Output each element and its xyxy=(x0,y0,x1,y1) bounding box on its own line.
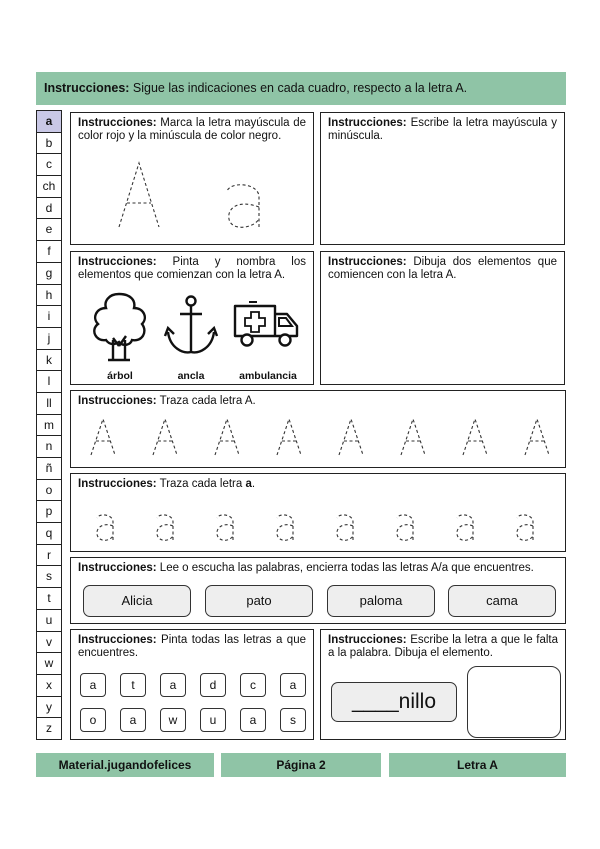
box4-text: Dibuja dos elementos que comiencen con la letra A. xyxy=(328,256,557,281)
alphabet-letter: c xyxy=(37,154,61,176)
box-missing-letter xyxy=(320,629,566,740)
box9-instructions xyxy=(321,630,565,664)
letter-square[interactable]: a xyxy=(240,708,266,732)
box8-text: Pinta todas las letras a que encuentres. xyxy=(78,634,306,659)
footer-brand: Material.jugandofelices xyxy=(36,753,214,777)
alphabet-letter: q xyxy=(37,523,61,545)
letter-square[interactable]: a xyxy=(280,673,306,697)
header-instructions xyxy=(36,72,566,105)
trace-letter-A xyxy=(463,419,487,455)
header-label: Instrucciones: xyxy=(44,81,130,95)
box-find-letters-words xyxy=(70,557,566,624)
alphabet-letter: ñ xyxy=(37,458,61,480)
alphabet-letter: f xyxy=(37,241,61,263)
label-ancla: ancla xyxy=(177,370,205,382)
instr-label: Instrucciones: xyxy=(78,562,157,574)
box2-instructions xyxy=(321,113,564,147)
box6-instructions xyxy=(71,474,565,495)
alphabet-letter: b xyxy=(37,133,61,155)
box5-instructions xyxy=(71,391,565,412)
box2-text: Escribe la letra mayúscula y minúscula. xyxy=(328,117,557,142)
alphabet-letter: u xyxy=(37,610,61,632)
letter-square[interactable]: a xyxy=(120,708,146,732)
box9-text: Escribe la letra a que le falta a la palabra. Dibuja el elemento. xyxy=(328,634,558,659)
box1-text: Marca la letra mayúscula de color rojo y la minúscula de color negro. xyxy=(78,117,306,142)
box-paint-letters xyxy=(70,629,314,740)
letter-square[interactable]: c xyxy=(240,673,266,697)
instr-label: Instrucciones: xyxy=(328,256,407,268)
trace-letter-a xyxy=(277,515,293,540)
letter-square[interactable]: t xyxy=(120,673,146,697)
anchor-icon xyxy=(163,294,219,358)
alphabet-letter: i xyxy=(37,306,61,328)
box-trace-uppercase xyxy=(70,390,566,468)
instr-label: Instrucciones: xyxy=(78,395,157,407)
box7-instructions xyxy=(71,558,565,579)
alphabet-letter: ll xyxy=(37,393,61,415)
instr-label: Instrucciones: xyxy=(78,478,157,490)
box-draw-elements xyxy=(320,251,565,385)
box5-text: Traza cada letra A. xyxy=(156,395,256,407)
instr-label: Instrucciones: xyxy=(78,117,157,129)
trace-letter-a xyxy=(97,515,113,540)
alphabet-letter: w xyxy=(37,653,61,675)
header-text: Sigue las indicaciones en cada cuadro, respecto a la letra A. xyxy=(129,81,468,95)
alphabet-letter: k xyxy=(37,350,61,372)
alphabet-column xyxy=(36,110,62,740)
instr-label: Instrucciones: xyxy=(328,634,407,646)
label-ambulancia: ambulancia xyxy=(239,370,297,382)
alphabet-letter: n xyxy=(37,436,61,458)
word-pill-paloma: paloma xyxy=(327,585,435,617)
trace-letter-a xyxy=(397,515,413,540)
box4-instructions xyxy=(321,252,564,286)
trace-letter-A xyxy=(91,419,115,455)
trace-uppercase-row xyxy=(71,415,567,461)
letter-square[interactable]: u xyxy=(200,708,226,732)
box8-instructions xyxy=(71,630,313,664)
letter-row-2 xyxy=(80,708,306,732)
trace-letter-a xyxy=(337,515,353,540)
alphabet-letter: l xyxy=(37,371,61,393)
box3-instructions xyxy=(71,252,313,286)
instr-label: Instrucciones: xyxy=(328,117,407,129)
box-mark-letters xyxy=(70,112,314,245)
box1-instructions xyxy=(71,113,313,147)
alphabet-letter: g xyxy=(37,263,61,285)
word-pill-cama: cama xyxy=(448,585,556,617)
alphabet-letter: y xyxy=(37,697,61,719)
trace-letter-a xyxy=(517,515,533,540)
alphabet-letter: v xyxy=(37,632,61,654)
trace-letter-A xyxy=(339,419,363,455)
word-pill-pato: pato xyxy=(205,585,313,617)
box7-text: Lee o escucha las palabras, encierra todas las letras A/a que encuentres. xyxy=(156,562,534,574)
alphabet-letter: j xyxy=(37,328,61,350)
letter-square[interactable]: a xyxy=(80,673,106,697)
dotted-letters-aA xyxy=(111,159,281,231)
letter-square[interactable]: o xyxy=(80,708,106,732)
trace-letter-a xyxy=(217,515,233,540)
letter-square[interactable]: d xyxy=(200,673,226,697)
box-trace-lowercase xyxy=(70,473,566,552)
missing-letter-word: ____nillo xyxy=(331,682,457,722)
box3-text: Pinta y nombra los elementos que comienzan con la letra A. xyxy=(78,256,306,281)
instr-label: Instrucciones: xyxy=(78,256,157,268)
box6-bold-letter: a xyxy=(245,478,252,490)
drawing-area[interactable] xyxy=(467,666,561,738)
alphabet-letter: a xyxy=(37,111,61,133)
box6-end: . xyxy=(251,478,256,490)
footer-topic: Letra A xyxy=(389,753,566,777)
label-arbol: árbol xyxy=(107,370,133,382)
letter-square[interactable]: w xyxy=(160,708,186,732)
alphabet-letter: s xyxy=(37,566,61,588)
footer-page: Página 2 xyxy=(221,753,381,777)
letter-square[interactable]: a xyxy=(160,673,186,697)
trace-letter-A xyxy=(277,419,301,455)
trace-letter-A xyxy=(401,419,425,455)
alphabet-letter: h xyxy=(37,285,61,307)
instr-label: Instrucciones: xyxy=(78,634,157,646)
alphabet-letter: r xyxy=(37,545,61,567)
trace-letter-a xyxy=(457,515,473,540)
ambulance-icon xyxy=(231,300,301,350)
trace-letter-A xyxy=(215,419,239,455)
alphabet-letter: ch xyxy=(37,176,61,198)
alphabet-letter: o xyxy=(37,480,61,502)
trace-lowercase-row xyxy=(71,504,567,548)
word-pill-alicia: Alicia xyxy=(83,585,191,617)
box6-text: Traza cada letra xyxy=(156,478,246,490)
box-paint-elements xyxy=(70,251,314,385)
trace-letter-A xyxy=(153,419,177,455)
alphabet-letter: m xyxy=(37,415,61,437)
letter-row-1 xyxy=(80,673,306,697)
trace-letter-a xyxy=(157,515,173,540)
tree-icon xyxy=(86,290,152,364)
alphabet-letter: t xyxy=(37,588,61,610)
trace-letter-A xyxy=(525,419,549,455)
letter-square[interactable]: s xyxy=(280,708,306,732)
alphabet-letter: p xyxy=(37,501,61,523)
box-write-letters xyxy=(320,112,565,245)
alphabet-letter: e xyxy=(37,219,61,241)
alphabet-letter: x xyxy=(37,675,61,697)
alphabet-letter: z xyxy=(46,721,52,736)
alphabet-letter: d xyxy=(37,198,61,220)
